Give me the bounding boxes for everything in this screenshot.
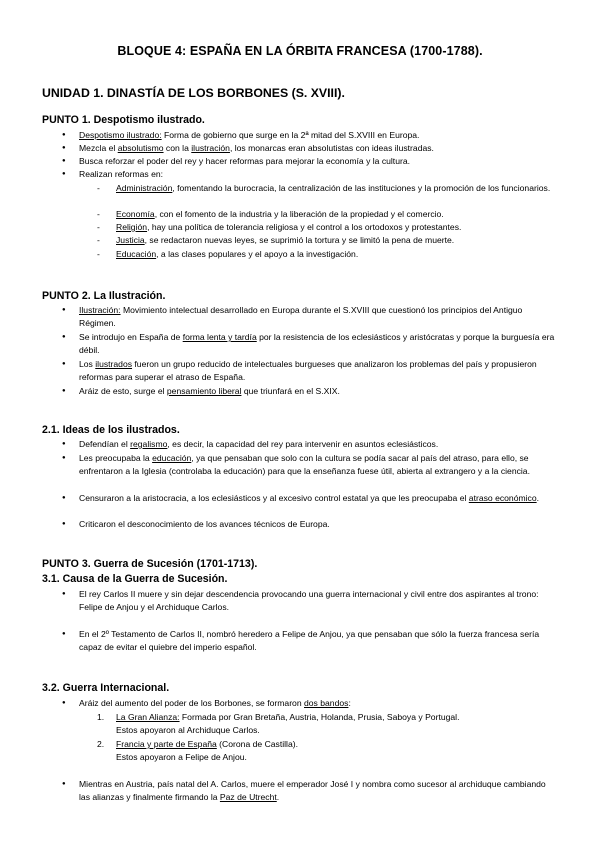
numbered-item-line: Estos apoyaron al Archiduque Carlos.	[116, 725, 260, 735]
list-item: ● Mezcla el absolutismo con la ilustración, los monarcas eran absolutistas con ideas ilustradas.	[79, 142, 559, 155]
list-item: ● Realizan reformas en:	[79, 168, 559, 181]
sub-list-item: - Educación, a las clases populares y el apoyo a la investigación.	[116, 248, 554, 261]
numbered-item-line: Estos apoyaron a Felipe de Anjou.	[116, 752, 247, 762]
punto1-heading: PUNTO 1. Despotismo ilustrado.	[42, 114, 205, 126]
list-item: ● Aráiz de esto, surge el pensamiento liberal que triunfará en el S.XIX.	[79, 385, 559, 398]
sub-list-item: - Religión, hay una política de tolerancia religiosa y el control a los ortodoxos y protestantes.	[116, 221, 554, 234]
document-title: BLOQUE 4: ESPAÑA EN LA ÓRBITA FRANCESA (1700-1788).	[117, 44, 483, 58]
list-item: ● Censuraron a la aristocracia, a los eclesiásticos y al excesivo control estatal ya que les preocupaba el atraso económico.	[79, 492, 559, 505]
list-item: ● Les preocupaba la educación, ya que pensaban que solo con la cultura se podía sacar al país del atraso, para ello, se enfrentaron a la Iglesia (controlaba la educación) para que la enseñanza fuese útil, abierta al extrangero y a la ciencia.	[79, 452, 559, 477]
list-item: ● Busca reforzar el poder del rey y hacer reformas para mejorar la economía y la cultura.	[79, 155, 559, 168]
sub-list-item: - Justicia, se redactaron nuevas leyes, se suprimió la tortura y se limitó la pena de muerte.	[116, 234, 554, 247]
list-item: ● Mientras en Austria, país natal del A. Carlos, muere el emperador José I y nombra como sucesor al archiduque cambiando las alianzas y finalmente firmando la Paz de Utrecht.	[79, 778, 559, 803]
list-item: ● El rey Carlos II muere y sin dejar descendencia provocando una guerra internacional y civil entre dos aspirantes al trono: Felipe de Anjou y el Archiduque Carlos.	[79, 588, 559, 613]
list-item: ● Los ilustrados fueron un grupo reducido de intelectuales burgueses que analizaron los problemas del país y propusieron reformas para superar el atraso de España.	[79, 358, 559, 383]
numbered-item: 2. Francia y parte de España (Corona de Castilla).	[97, 739, 298, 749]
punto2-heading: PUNTO 2. La Ilustración.	[42, 290, 166, 302]
causa-heading: 3.1. Causa de la Guerra de Sucesión.	[42, 573, 228, 585]
sub-list-item: - Economía, con el fomento de la industria y la liberación de la propiedad y el comercio.	[116, 208, 554, 221]
list-item: ● Despotismo ilustrado: Forma de gobierno que surge en la 2ª mitad del S.XVIII en Europa.	[79, 129, 559, 142]
unit-title: UNIDAD 1. DINASTÍA DE LOS BORBONES (S. XVIII).	[42, 86, 345, 100]
list-item: ● Aráiz del aumento del poder de los Borbones, se formaron dos bandos:	[79, 697, 559, 710]
list-item: ● Ilustración: Movimiento intelectual desarrollado en Europa durante el S.XVIII que cuestionó los principios del Antiguo Régimen.	[79, 304, 559, 329]
list-item: ● Defendían el regalismo, es decir, la capacidad del rey para intervenir en asuntos eclesiásticos.	[79, 438, 559, 451]
list-item: ● Se introdujo en España de forma lenta y tardía por la resistencia de los eclesiásticos y aristócratas y porque la burguesía era débil.	[79, 331, 559, 356]
sub-list-item: - Administración, fomentando la burocracia, la centralización de las instituciones y la promoción de los funcionarios.	[116, 182, 554, 195]
list-item: ● Criticaron el desconocimiento de los avances técnicos de Europa.	[79, 518, 559, 531]
punto3-heading: PUNTO 3. Guerra de Sucesión (1701-1713).	[42, 558, 258, 570]
numbered-item: 1. La Gran Alianza: Formada por Gran Bretaña, Austria, Holanda, Prusia, Saboya y Portugal.	[97, 712, 460, 722]
ideas-heading: 2.1. Ideas de los ilustrados.	[42, 424, 180, 436]
list-item: ● En el 2º Testamento de Carlos II, nombró heredero a Felipe de Anjou, ya que pensaban que sólo la fuerza francesa sería capaz de evitar el quiebre del imperio español.	[79, 628, 559, 653]
guerra-internacional-heading: 3.2. Guerra Internacional.	[42, 682, 170, 694]
